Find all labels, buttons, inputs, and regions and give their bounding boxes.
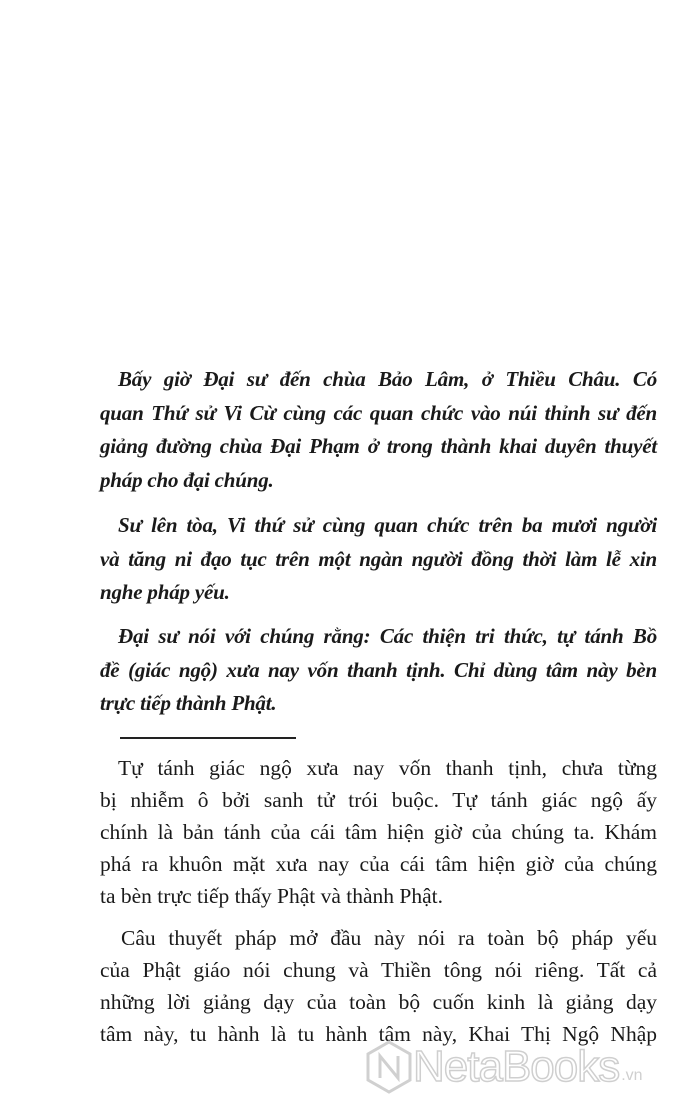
watermark [365, 1040, 643, 1094]
quote-paragraph-3 [100, 620, 657, 721]
watermark-suffix: .vn [621, 1067, 643, 1084]
quote-paragraph-2 [100, 509, 657, 610]
text-line: tâm này, tu hành là tu hành tâm này, Khai Thị Ngộ Nhập [100, 1022, 657, 1046]
text-line: trực tiếp thành Phật. [100, 691, 277, 715]
text-line: Sư lên tòa, Vi thứ sử cùng quan chức trên ba mươi người [118, 513, 657, 537]
text-line: bị nhiễm ô bởi sanh tử trói buộc. Tự tánh giác ngộ ấy [100, 788, 657, 812]
text-line: của Phật giáo nói chung và Thiền tông nói riêng. Tất cả [100, 958, 657, 982]
text-line: giảng đường chùa Đại Phạm ở trong thành khai duyên thuyết [100, 434, 657, 458]
text-line: phá ra khuôn mặt xưa nay của cái tâm hiện giờ của chúng [100, 852, 657, 876]
text-line: và tăng ni đạo tục trên một ngàn người đồng thời làm lễ xin [100, 546, 657, 571]
text-line: đề (giác ngộ) xưa nay vốn thanh tịnh. Chỉ dùng tâm này bèn [100, 657, 657, 682]
commentary-paragraph-1 [100, 752, 657, 912]
text-line: ta bèn trực tiếp thấy Phật và thành Phật. [100, 884, 444, 908]
quote-paragraph-1 [100, 363, 657, 497]
text-line: pháp cho đại chúng. [100, 467, 274, 492]
section-divider [120, 737, 296, 739]
netabooks-logo-icon [365, 1040, 413, 1094]
text-line: Đại sư nói với chúng rằng: Các thiện tri thức, tự tánh Bồ [118, 624, 657, 648]
text-line: Câu thuyết pháp mở đầu này nói ra toàn bộ pháp yếu [121, 926, 657, 950]
text-line: những lời giảng dạy của toàn bộ cuốn kinh là giảng dạy [100, 990, 657, 1014]
text-line: nghe pháp yếu. [100, 580, 230, 604]
text-line: quan Thứ sử Vi Cừ cùng các quan chức vào núi thỉnh sư đến [100, 400, 657, 425]
watermark-brand: NetaBooks [413, 1042, 620, 1091]
text-line: chính là bản tánh của cái tâm hiện giờ của chúng ta. Khám [100, 820, 657, 844]
commentary-paragraph-2 [100, 922, 657, 1050]
text-line: Bấy giờ Đại sư đến chùa Bảo Lâm, ở Thiều Châu. Có [118, 367, 657, 391]
text-line: Tự tánh giác ngộ xưa nay vốn thanh tịnh, chưa từng [118, 756, 657, 780]
